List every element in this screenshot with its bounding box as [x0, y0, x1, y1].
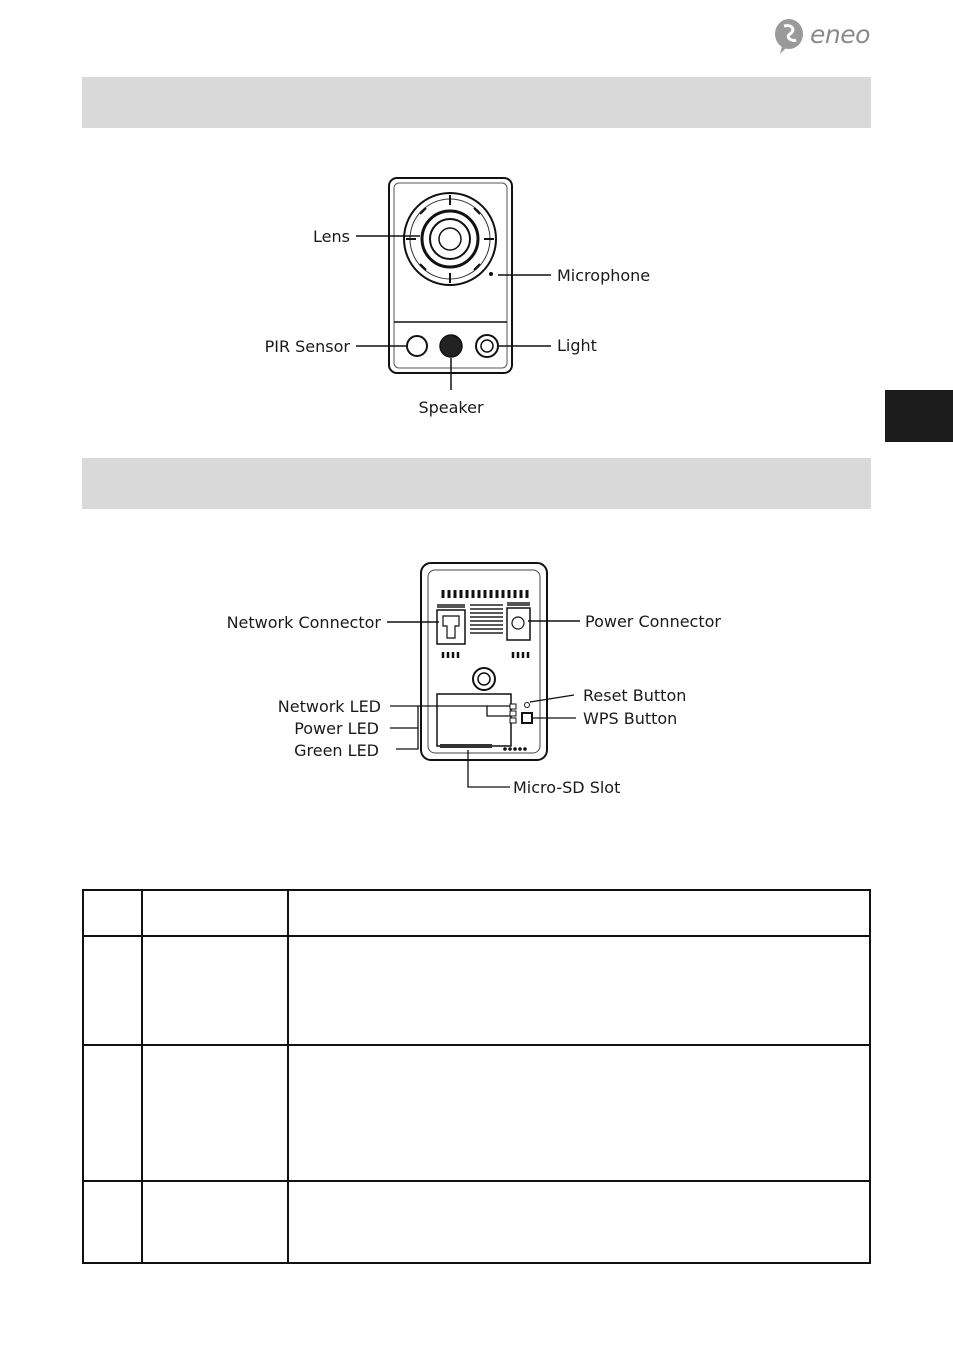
- logo-text: eneo: [810, 20, 870, 49]
- lens-label: Lens: [313, 227, 350, 246]
- green-led-label: Green LED: [294, 741, 379, 760]
- network-led-label: Network LED: [277, 697, 381, 716]
- speaker-label: Speaker: [418, 398, 484, 417]
- table-cell: [142, 936, 288, 1045]
- table-cell: [288, 890, 870, 936]
- table-cell: [288, 1045, 870, 1181]
- wps-button-graphic: [522, 713, 532, 723]
- reset-button-graphic: [525, 703, 530, 708]
- table-cell: [288, 1181, 870, 1263]
- network-connector-label: Network Connector: [226, 613, 381, 632]
- table-row: [83, 1045, 870, 1181]
- table-row: [83, 1181, 870, 1263]
- table-cell: [142, 1045, 288, 1181]
- microphone-hole: [489, 272, 493, 276]
- table-cell: [83, 1181, 142, 1263]
- network-led-graphic: [510, 704, 516, 709]
- lens-graphic: [404, 193, 496, 285]
- pir-sensor-graphic: [407, 336, 427, 356]
- speaker-graphic: [440, 335, 462, 357]
- front-view-diagram: [265, 178, 651, 417]
- table-cell: [83, 1045, 142, 1181]
- power-connector-label: Power Connector: [585, 612, 721, 631]
- table-cell: [142, 890, 288, 936]
- spec-table: [82, 889, 871, 1264]
- reset-button-label: Reset Button: [583, 686, 687, 705]
- power-led-graphic: [510, 711, 516, 716]
- table-row: [83, 890, 870, 936]
- microphone-label: Microphone: [557, 266, 651, 285]
- power-led-label: Power LED: [294, 719, 379, 738]
- micro-sd-slot-label: Micro-SD Slot: [513, 778, 621, 797]
- table-row: [83, 936, 870, 1045]
- back-view-diagram: [227, 563, 722, 797]
- micro-sd-slot-graphic: [440, 744, 492, 748]
- light-label: Light: [557, 336, 597, 355]
- green-led-graphic: [510, 718, 516, 723]
- table-cell: [83, 890, 142, 936]
- table-cell: [288, 936, 870, 1045]
- wps-button-label: WPS Button: [583, 709, 678, 728]
- table-cell: [142, 1181, 288, 1263]
- table-cell: [83, 936, 142, 1045]
- network-connector-graphic: [437, 610, 465, 644]
- pir-sensor-label: PIR Sensor: [264, 337, 350, 356]
